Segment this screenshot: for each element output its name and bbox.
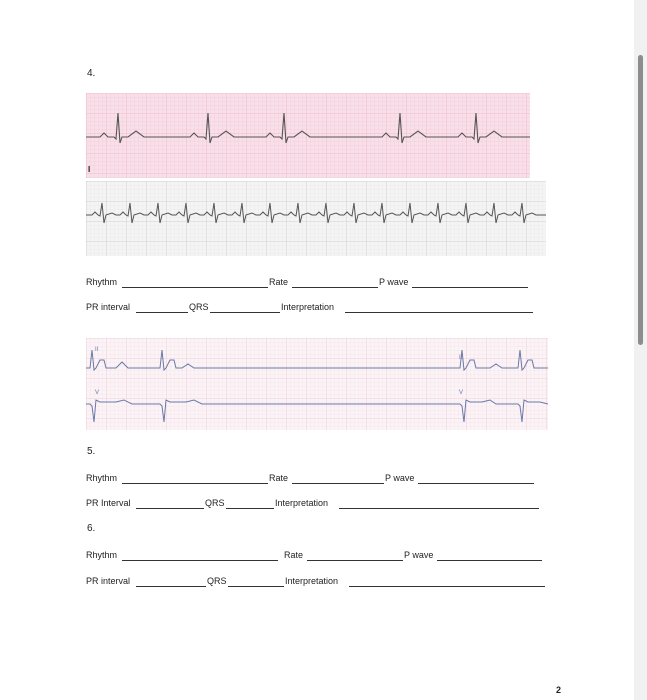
rate-answer-line[interactable] (292, 483, 384, 484)
pr-interval-answer-line[interactable] (136, 508, 204, 509)
pr-interval-label: PR Interval (86, 498, 131, 508)
pr-interval-answer-line[interactable] (136, 586, 206, 587)
qrs-label: QRS (205, 498, 225, 508)
p-wave-answer-line[interactable] (437, 560, 542, 561)
interpretation-label: Interpretation (275, 498, 329, 508)
qrs-label: QRS (207, 576, 227, 586)
vertical-scrollbar[interactable] (634, 0, 647, 700)
rate-label: Rate (269, 277, 289, 287)
pr-interval-label: PR interval (86, 576, 131, 586)
q5-field-row-1 (86, 473, 542, 487)
rate-label: Rate (284, 550, 304, 560)
strip-3-lead-ii-right: II (459, 355, 463, 361)
strip-3-lead-v-right: V (459, 390, 464, 396)
rhythm-label: Rhythm (86, 550, 118, 560)
interpretation-answer-line[interactable] (339, 508, 539, 509)
rhythm-answer-line[interactable] (122, 560, 278, 561)
interpretation-label: Interpretation (285, 576, 339, 586)
p-wave-label: P wave (404, 550, 434, 560)
p-wave-label: P wave (385, 473, 415, 483)
qrs-answer-line[interactable] (228, 586, 284, 587)
q4-field-row-2 (86, 302, 536, 316)
p-wave-answer-line[interactable] (418, 483, 534, 484)
strip-3-lead-ii: II (95, 347, 99, 353)
interpretation-answer-line[interactable] (349, 586, 545, 587)
ecg-strip-1 (86, 93, 530, 178)
strip-1-lead-mark: I (88, 165, 91, 174)
q4-field-row-1 (86, 277, 536, 291)
question-number-6: 6. (87, 523, 96, 534)
rhythm-label: Rhythm (86, 473, 118, 483)
p-wave-label: P wave (379, 277, 409, 287)
page-number: 2 (556, 685, 562, 695)
rate-label: Rate (269, 473, 289, 483)
p-wave-answer-line[interactable] (412, 287, 528, 288)
rhythm-answer-line[interactable] (122, 287, 268, 288)
interpretation-answer-line[interactable] (345, 312, 533, 313)
q6-field-row-1 (86, 550, 546, 564)
strip-3-lead-v: V (95, 390, 100, 396)
qrs-label: QRS (189, 302, 209, 312)
pr-interval-label: PR interval (86, 302, 131, 312)
pr-interval-answer-line[interactable] (136, 312, 188, 313)
qrs-answer-line[interactable] (210, 312, 280, 313)
rhythm-answer-line[interactable] (122, 483, 268, 484)
ecg-strip-2 (86, 181, 546, 256)
ecg-strip-3 (86, 338, 548, 430)
interpretation-label: Interpretation (281, 302, 335, 312)
qrs-answer-line[interactable] (226, 508, 274, 509)
scrollbar-thumb[interactable] (638, 55, 643, 345)
question-number-4: 4. (87, 68, 96, 79)
rate-answer-line[interactable] (307, 560, 403, 561)
rate-answer-line[interactable] (292, 287, 378, 288)
q6-field-row-2 (86, 576, 548, 590)
question-number-5: 5. (87, 446, 96, 457)
q5-field-row-2 (86, 498, 542, 512)
rhythm-label: Rhythm (86, 277, 118, 287)
